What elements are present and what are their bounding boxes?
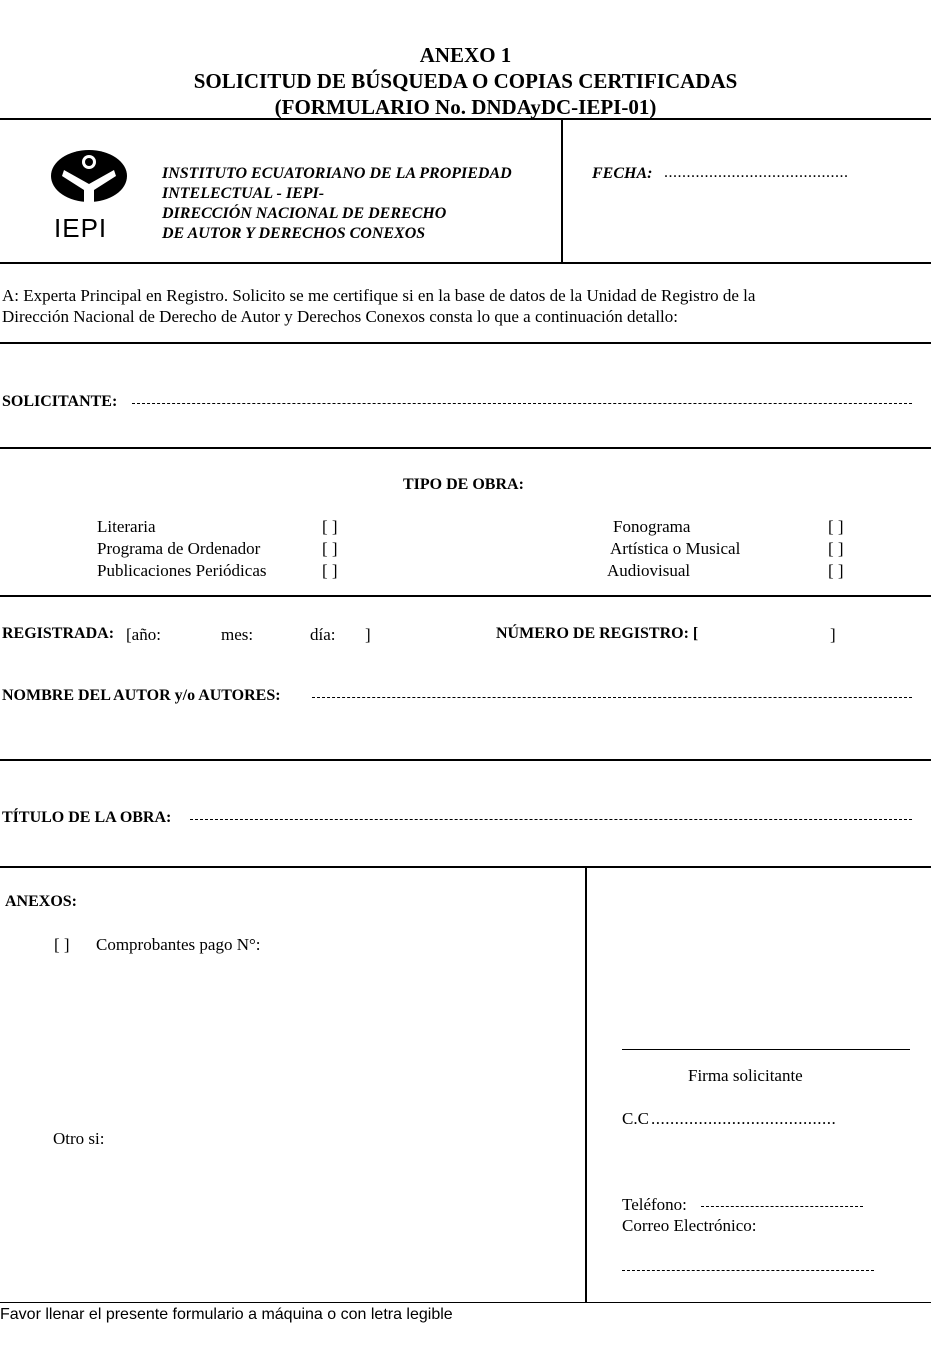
author-label: NOMBRE DEL AUTOR y/o AUTORES:: [2, 687, 281, 704]
institution-line: INTELECTUAL - IEPI-: [162, 185, 325, 202]
annex-divider: [585, 866, 587, 1302]
payment-receipt-label: Comprobantes pago N°:: [96, 935, 261, 954]
form-title: SOLICITUD DE BÚSQUEDA O COPIAS CERTIFICADAS: [193, 69, 738, 93]
bracket: ]: [830, 625, 836, 644]
divider: [0, 595, 931, 597]
header-divider: [561, 118, 563, 263]
other-label: Otro si:: [53, 1129, 105, 1148]
work-type-option: Artística o Musical: [610, 539, 741, 558]
work-type-option: Fonograma: [613, 517, 691, 536]
work-title-label: TÍTULO DE LA OBRA:: [2, 809, 172, 826]
registered-label: REGISTRADA:: [2, 625, 115, 642]
applicant-label: SOLICITANTE:: [2, 393, 118, 410]
iepi-figure-logo-icon: [44, 148, 134, 208]
email-field[interactable]: [622, 1270, 874, 1271]
divider: [0, 342, 931, 344]
signature-label: Firma solicitante: [688, 1066, 803, 1085]
year-field[interactable]: [año:: [126, 625, 161, 644]
bracket: ]: [365, 625, 371, 644]
intro-line: A: Experta Principal en Registro. Solicito se me certifique si en la base de datos de la Unidad de Registro de la: [2, 286, 756, 305]
checkbox[interactable]: [ ]: [322, 539, 338, 558]
work-type-option: Literaria: [97, 517, 156, 536]
annexes-label: ANEXOS:: [5, 893, 78, 910]
checkbox[interactable]: [ ]: [828, 517, 844, 536]
divider: [0, 118, 931, 120]
intro-line: Dirección Nacional de Derecho de Autor y Derechos Conexos consta lo que a continuación detallo:: [2, 307, 678, 326]
work-type-option: Audiovisual: [607, 561, 691, 580]
form-code: (FORMULARIO No. DNDAyDC-IEPI-01): [274, 95, 657, 119]
month-field[interactable]: mes:: [221, 625, 254, 644]
signature-line[interactable]: [622, 1049, 910, 1050]
registration-number-label: NÚMERO DE REGISTRO: [: [496, 625, 699, 642]
iepi-logo: [44, 148, 134, 243]
work-type-heading: TIPO DE OBRA:: [403, 476, 524, 493]
divider: [0, 262, 931, 264]
institution-line: DE AUTOR Y DERECHOS CONEXOS: [162, 225, 426, 242]
date-field[interactable]: .........................................: [664, 164, 849, 181]
checkbox[interactable]: [ ]: [322, 561, 338, 580]
author-field[interactable]: [312, 697, 912, 698]
phone-label: Teléfono:: [622, 1195, 687, 1214]
work-title-field[interactable]: [190, 819, 912, 820]
checkbox[interactable]: [ ]: [828, 561, 844, 580]
annex-title: ANEXO 1: [419, 43, 512, 67]
divider: [0, 759, 931, 761]
work-type-option: Publicaciones Periódicas: [97, 561, 267, 580]
divider: [0, 1302, 931, 1303]
logo-text: IEPI: [54, 213, 108, 243]
email-label: Correo Electrónico:: [622, 1216, 757, 1235]
checkbox[interactable]: [ ]: [322, 517, 338, 536]
id-field[interactable]: .......................................: [651, 1109, 837, 1128]
date-label: FECHA:: [592, 165, 653, 182]
divider: [0, 866, 931, 868]
phone-field[interactable]: [701, 1206, 863, 1207]
checkbox[interactable]: [ ]: [828, 539, 844, 558]
day-field[interactable]: día:: [310, 625, 336, 644]
institution-line: INSTITUTO ECUATORIANO DE LA PROPIEDAD: [162, 165, 512, 182]
divider: [0, 447, 931, 449]
institution-line: DIRECCIÓN NACIONAL DE DERECHO: [162, 205, 447, 222]
checkbox[interactable]: [ ]: [54, 935, 70, 954]
work-type-option: Programa de Ordenador: [97, 539, 261, 558]
applicant-field[interactable]: [132, 403, 912, 404]
id-label: C.C: [622, 1109, 649, 1128]
footer-note: Favor llenar el presente formulario a máquina o con letra legible: [0, 1306, 453, 1323]
